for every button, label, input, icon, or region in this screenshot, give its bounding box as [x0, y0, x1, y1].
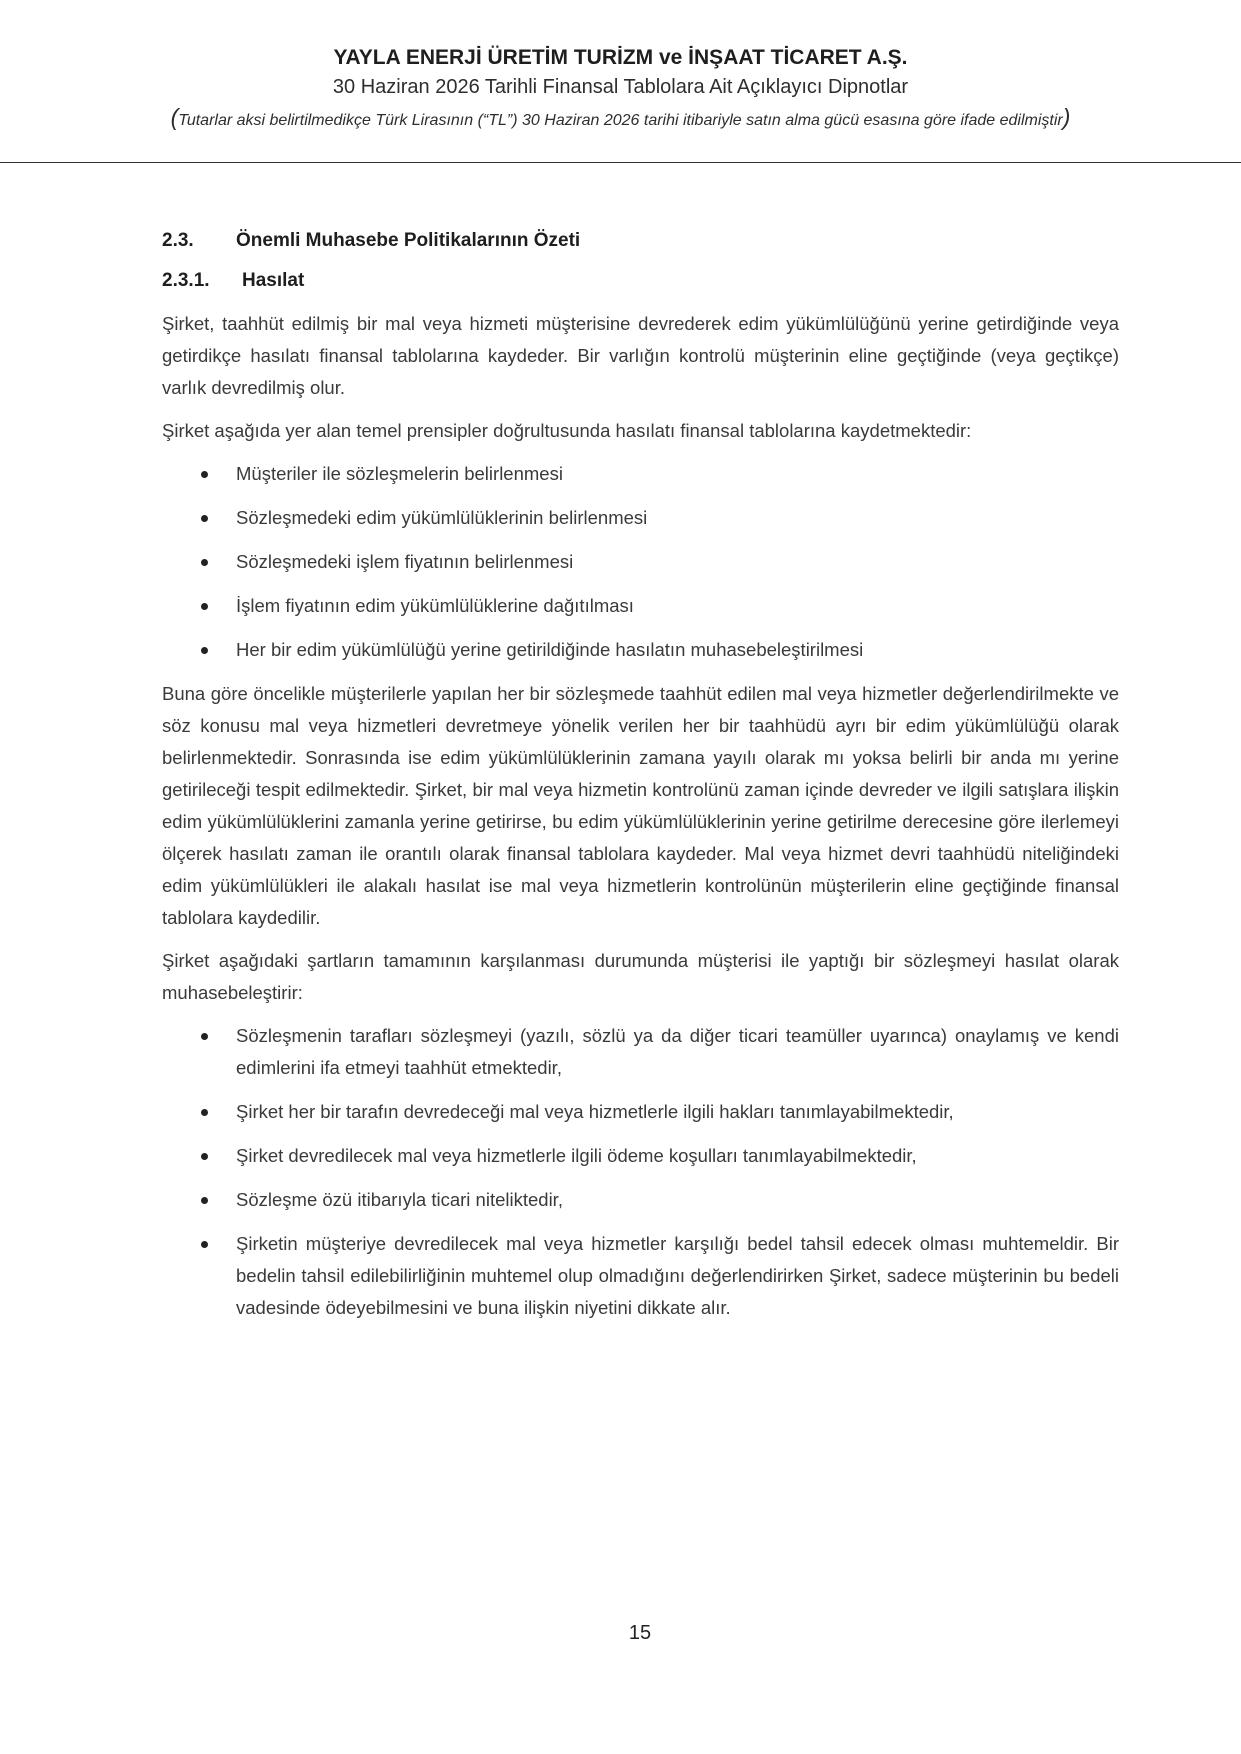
list-item	[162, 546, 1119, 578]
list-item-text: Sözleşmedeki edim yükümlülüklerinin belirlenmesi	[236, 507, 648, 528]
bullet-icon	[201, 1241, 208, 1248]
paragraph-principles-intro: Şirket aşağıda yer alan temel prensipler doğrultusunda hasılatı finansal tablolarına kaydetmektedir:	[162, 420, 972, 441]
list-item-text: Her bir edim yükümlülüğü yerine getirildiğinde hasılatın muhasebeleştirilmesi	[236, 639, 864, 660]
page-number: 15	[628, 1622, 652, 1644]
list-item	[162, 1140, 1119, 1172]
list-item-text: Şirket devredilecek mal veya hizmetlerle ilgili ödeme koşulları tanımlayabilmektedir,	[236, 1145, 917, 1166]
paragraph-revenue-recognition: Şirket, taahhüt edilmiş bir mal veya hizmeti müşterisine devrederek edim yükümlülüğünü yerine getirdiğinde veya getirdikçe hasılatı finansal tablolarına kaydeder. Bir varlığın kontrolü müşterinin eline geçtiğinde (veya geçtikçe) varlık devredilmiş olur.	[162, 313, 1119, 398]
subsection-heading	[162, 266, 1119, 296]
list-item-text: Sözleşmedeki işlem fiyatının belirlenmesi	[236, 551, 574, 572]
list-item-text: Müşteriler ile sözleşmelerin belirlenmesi	[236, 463, 563, 484]
list-item	[162, 1020, 1119, 1084]
list-item	[162, 1096, 1119, 1128]
list-item	[162, 634, 1119, 666]
bullet-icon	[201, 1153, 208, 1160]
list-item-text: Şirket her bir tarafın devredeceği mal veya hizmetlerle ilgili hakları tanımlayabilmektedir,	[236, 1101, 954, 1122]
bullet-icon	[201, 1033, 208, 1040]
section-title: Önemli Muhasebe Politikalarının Özeti	[236, 230, 581, 251]
subsection-number: 2.3.1.	[162, 270, 210, 291]
list-item	[162, 502, 1119, 534]
list-item-text: Şirketin müşteriye devredilecek mal veya hizmetler karşılığı bedel tahsil edecek olması muhtemeldir. Bir bedelin tahsil edilebilirliğinin muhtemel olup olmadığını değerlendirirken Şirket, sadece müşterinin bu bedeli vadesinde ödeyebilmesini ve buna ilişkin niyetini dikkate alır.	[236, 1233, 1119, 1318]
list-item	[162, 590, 1119, 622]
note-text: Tutarlar aksi belirtilmedikçe Türk Lirasının (“TL”) 30 Haziran 2026 tarihi itibariyle satın alma gücü esasına göre ifade edilmiştir	[178, 112, 1063, 129]
bullet-icon	[201, 603, 208, 610]
bullet-icon	[201, 471, 208, 478]
section-number: 2.3.	[162, 230, 194, 251]
header-divider	[0, 162, 1241, 163]
list-item	[162, 1228, 1119, 1324]
list-item-text: Sözleşmenin tarafları sözleşmeyi (yazılı, sözlü ya da diğer ticari teamüller uyarınca) onaylamış ve kendi edimlerini ifa etmeyi taahhüt etmektedir,	[236, 1025, 1119, 1078]
page-header	[0, 44, 1241, 136]
bullet-icon	[201, 1109, 208, 1116]
currency-note	[0, 102, 1241, 136]
note-close-paren: )	[1062, 104, 1071, 130]
bullet-icon	[201, 515, 208, 522]
conditions-list	[162, 1020, 1119, 1324]
document-subtitle: 30 Haziran 2026 Tarihli Finansal Tablolara Ait Açıklayıcı Dipnotlar	[332, 76, 909, 98]
list-item	[162, 458, 1119, 490]
paragraph-performance-obligations: Buna göre öncelikle müşterilerle yapılan her bir sözleşmede taahhüt edilen mal veya hizmetler değerlendirilmekte ve söz konusu mal veya hizmetleri devretmeye yönelik verilen her bir taahhüdü ayrı bir edim yükümlülüğü olarak belirlenmektedir. Sonrasında ise edim yükümlülüklerinin zamana yayılı olarak mı yoksa belirli bir anda mı yerine getirileceği tespit edilmektedir. Şirket, bir mal veya hizmetin kontrolünü zaman içinde devreder ve ilgili satışlara ilişkin edim yükümlülüklerini zamanla yerine getirirse, bu edim yükümlülüklerinin yerine getirilme derecesine göre ilerlemeyi ölçerek hasılatı zaman ile orantılı olarak finansal tablolara kaydeder. Mal veya hizmet devri taahhüdü niteliğindeki edim yükümlülükleri ile alakalı hasılat ise mal veya hizmetlerin kontrolünün müşterilerin eline geçtiğinde finansal tablolara kaydedilir.	[162, 683, 1119, 928]
bullet-icon	[201, 559, 208, 566]
page-body	[162, 226, 1119, 1336]
subsection-title: Hasılat	[242, 270, 305, 291]
company-name: YAYLA ENERJİ ÜRETİM TURİZM ve İNŞAAT TİCARET A.Ş.	[333, 46, 908, 69]
bullet-icon	[201, 1197, 208, 1204]
list-item-text: Sözleşme özü itibarıyla ticari niteliktedir,	[236, 1189, 563, 1210]
paragraph-conditions-intro: Şirket aşağıdaki şartların tamamının karşılanması durumunda müşterisi ile yaptığı bir sözleşmeyi hasılat olarak muhasebeleştirir:	[162, 950, 1119, 1003]
bullet-icon	[201, 647, 208, 654]
list-item-text: İşlem fiyatının edim yükümlülüklerine dağıtılması	[236, 595, 634, 616]
note-open-paren: (	[170, 104, 179, 130]
list-item	[162, 1184, 1119, 1216]
principles-list	[162, 458, 1119, 666]
section-heading	[162, 226, 1119, 256]
